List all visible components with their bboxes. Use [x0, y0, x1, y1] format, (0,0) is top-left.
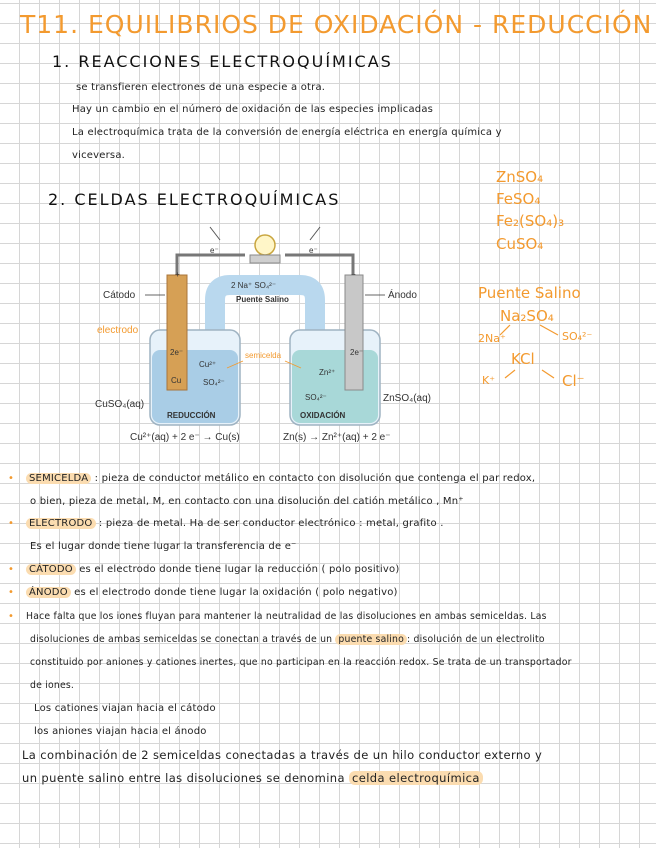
section-1-line: La electroquímica trata de la conversión de energía eléctrica en energía química y [72, 127, 502, 138]
bridge-ions: 2 Na⁺ SO₄²⁻ [231, 281, 277, 290]
section-1-heading: 1. REACCIONES ELECTROQUÍMICAS [52, 52, 393, 71]
cu-atom: Cu [171, 376, 182, 385]
semicelda-label: semicelda [245, 351, 282, 360]
side-na-ion: 2Na⁺ [478, 332, 506, 345]
conclusion-line-2 [22, 771, 483, 785]
ion-line-aniones: los aniones viajan hacia el ánodo [34, 726, 207, 737]
zn-ion: Zn²⁺ [319, 368, 336, 377]
conclusion-text: un puente salino entre las disoluciones se denomina [22, 771, 345, 785]
paragraph-line: Hace falta que los iones fluyan para mantener la neutralidad de las disoluciones en ambas semiceldas. Las [26, 611, 547, 622]
arrow-na [500, 325, 510, 335]
reduccion-label: REDUCCIÓN [167, 411, 216, 420]
bullet: • [8, 564, 14, 575]
bridge-label: Puente Salino [236, 295, 289, 304]
electron-count-left: 2e⁻ [170, 348, 184, 357]
definition-semicelda [26, 473, 535, 484]
bulb-icon [255, 235, 275, 255]
left-equation: Cu²⁺(aq) + 2 e⁻ → Cu(s) [130, 432, 240, 443]
paragraph-text: disoluciones de ambas semiceldas se conectan a través de un [30, 634, 333, 645]
cuso4-label: CuSO₄(aq) [95, 399, 145, 410]
section-1-line: viceversa. [72, 150, 126, 161]
electron-label-left: e⁻ [210, 246, 219, 255]
highlight-celda-electroquimica: celda electroquímica [349, 771, 483, 785]
term-electrodo: ELECTRODO [26, 518, 96, 529]
bulb-base [250, 255, 280, 263]
definition-text: : pieza de conductor metálico en contacto con disolución que contenga el par redox, [94, 473, 536, 484]
definition-text: es el electrodo donde tiene lugar la oxidación ( polo negativo) [74, 587, 398, 598]
term-anodo: ÁNODO [26, 587, 71, 598]
paragraph-line: constituido por aniones y cationes inertes, que no participan en la reacción redox. Se trata de un transportador [30, 657, 572, 668]
compound-cuso4: CuSO₄ [496, 235, 544, 253]
so4-right: SO₄²⁻ [305, 393, 327, 402]
section-2-heading: 2. CELDAS ELECTROQUÍMICAS [48, 190, 341, 209]
compound-feso4: FeSO₄ [496, 190, 541, 208]
side-arrows [470, 315, 610, 390]
electron-count-right: 2e⁻ [350, 348, 364, 357]
bullet: • [8, 611, 14, 622]
side-na2so4: Na₂SO₄ [500, 307, 554, 325]
term-catodo: CÁTODO [26, 564, 76, 575]
term-semicelda: SEMICELDA [26, 473, 91, 484]
bullet: • [8, 473, 14, 484]
definition-text: : pieza de metal. Ha de ser conductor electrónico : metal, grafito . [98, 518, 444, 529]
section-1-line: se transfieren electrones de una especie a otra. [76, 82, 326, 93]
electrodo-label: electrodo [97, 325, 139, 336]
bullet: • [8, 587, 14, 598]
page-title: T11. EQUILIBRIOS DE OXIDACIÓN - REDUCCIÓN [20, 10, 653, 39]
electrochemical-cell-diagram [95, 215, 435, 450]
compound-znso4: ZnSO₄ [496, 168, 544, 186]
oxidacion-label: OXIDACIÓN [300, 411, 346, 420]
wire-left [177, 255, 245, 275]
electron-arrow-left [210, 227, 220, 240]
anodo-label: Ánodo [388, 290, 417, 301]
anode-electrode [345, 275, 363, 390]
conclusion-line-1: La combinación de 2 semiceldas conectadas a través de un hilo conductor externo y [22, 748, 543, 762]
bullet: • [8, 518, 14, 529]
arrow-k [505, 370, 515, 378]
cathode-electrode [167, 275, 187, 390]
definition-anodo [26, 587, 398, 598]
cathode-sign: + [175, 270, 180, 279]
cu-ion: Cu²⁺ [199, 360, 217, 369]
paragraph-line [30, 634, 545, 645]
electron-arrow-right [310, 227, 320, 240]
side-so4-ion: SO₄²⁻ [562, 330, 593, 343]
arrow-so4 [540, 325, 558, 335]
side-salt-bridge-label: Puente Salino [478, 284, 581, 302]
right-equation: Zn(s) → Zn²⁺(aq) + 2 e⁻ [283, 432, 391, 443]
anode-sign: − [351, 270, 356, 279]
definition-catodo [26, 564, 399, 575]
so4-left: SO₄²⁻ [203, 378, 225, 387]
paragraph-line: de iones. [30, 680, 75, 691]
catodo-label: Cátodo [103, 290, 136, 301]
paragraph-text: : disolución de un electrolito [407, 634, 545, 645]
compound-fe2so43: Fe₂(SO₄)₃ [496, 212, 565, 230]
electron-label-right: e⁻ [309, 246, 318, 255]
definition-continuation: o bien, pieza de metal, M, en contacto con una disolución del catión metálico , Mn⁺ [30, 496, 464, 507]
definition-continuation: Es el lugar donde tiene lugar la transferencia de e⁻ [30, 541, 297, 552]
section-1-line: Hay un cambio en el número de oxidación de las especies implicadas [72, 104, 434, 115]
znso4-label: ZnSO₄(aq) [383, 393, 431, 404]
ion-line-cationes: Los cationes viajan hacia el cátodo [34, 703, 216, 714]
side-k-ion: K⁺ [482, 374, 496, 387]
wire-right [285, 255, 353, 275]
definition-electrodo [26, 518, 444, 529]
side-kcl: KCl [511, 350, 535, 368]
highlight-puente-salino: puente salino [335, 634, 407, 645]
side-cl-ion: Cl⁻ [562, 372, 585, 390]
definition-text: es el electrodo donde tiene lugar la reducción ( polo positivo) [79, 564, 400, 575]
arrow-cl [542, 370, 554, 378]
